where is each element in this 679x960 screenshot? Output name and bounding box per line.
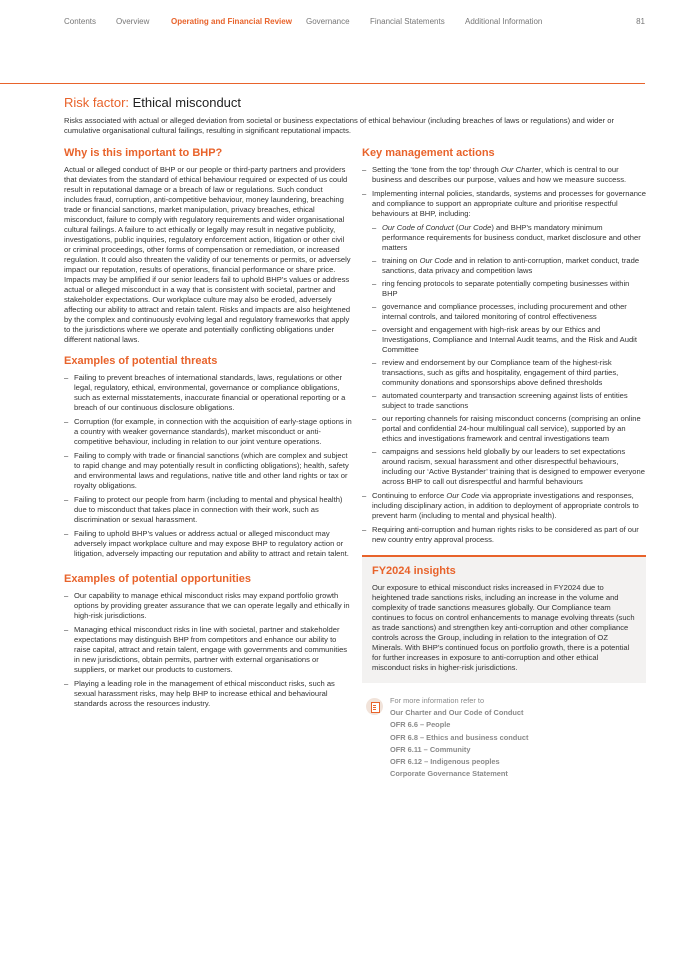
list-item: – Playing a leading role in the management of ethical misconduct risks, such as sexual harassment risks, may help BHP to increase ethical and behavioural standards across the resources industry. bbox=[64, 679, 352, 709]
insights-body: Our exposure to ethical misconduct risks increased in FY2024 due to heightened trade sanctions risks, including an increase in the volume and complexity of trade sanctions measures globally. Our Compliance team continues to focus on control enhancements to manage evolving threats (such as trade sanctions) and strengthen key anti-corruption and other compliance controls across the Group, including in relation to the integration of OZ Minerals. With BHP’s continued focus on portfolio growth, there is a potential for further increases in exposure to anti-corruption and other ethical misconduct risks in higher-risk jurisdictions. bbox=[372, 583, 635, 672]
title-prefix: Risk factor: bbox=[64, 95, 130, 110]
list-item: – training on Our Code and in relation to anti-corruption, market conduct, trade sanctions, data privacy and competition laws bbox=[372, 256, 646, 276]
insights-panel bbox=[362, 555, 646, 683]
link-ofr-6-6[interactable]: OFR 6.6 – People bbox=[390, 720, 451, 730]
list-item: – Failing to protect our people from harm (including to mental and physical health) due to misconduct that takes place in connection with their work, such as discrimination or sexual harassment. bbox=[64, 495, 352, 525]
list-item: – Setting the ‘tone from the top’ through Our Charter, which is central to our business and describes our purpose, values and how we measure success. bbox=[362, 165, 646, 185]
charter-link: Our Charter bbox=[500, 165, 541, 174]
list-item: – campaigns and sessions held globally by our leaders to set expectations around racism, sexual harassment and other disrespectful behaviours, including our ‘Active Bystander’ training that is designed to empower everyone across BHP to call out disrespectful and harmful behaviours bbox=[372, 447, 646, 487]
page-number: 81 bbox=[636, 17, 645, 26]
list-item: – ring fencing protocols to separate potentially competing businesses within BHP bbox=[372, 279, 646, 299]
actions-sublist bbox=[372, 223, 646, 487]
right-column bbox=[362, 147, 646, 781]
nav-overview[interactable]: Overview bbox=[116, 17, 150, 26]
nav-financial-statements[interactable]: Financial Statements bbox=[370, 17, 445, 26]
document-icon bbox=[366, 698, 383, 715]
link-ofr-6-12[interactable]: OFR 6.12 – Indigenous peoples bbox=[390, 757, 500, 767]
list-item: – Failing to uphold BHP’s values or address actual or alleged misconduct may adversely impact workplace culture and may expose BHP to regulatory action or litigation, adversely impacting our reputation and ability to attract and retain talent. bbox=[64, 529, 352, 559]
actions-list bbox=[362, 165, 646, 545]
opportunities-heading: Examples of potential opportunities bbox=[64, 573, 252, 585]
link-ofr-6-11[interactable]: OFR 6.11 – Community bbox=[390, 744, 471, 754]
list-item: – Continuing to enforce Our Code via appropriate investigations and responses, including disciplinary action, in addition to deployment of appropriate controls to prevent harm (including to mental and physical health). bbox=[362, 491, 646, 521]
header-rule bbox=[0, 83, 645, 84]
more-information bbox=[362, 695, 646, 781]
title-main: Ethical misconduct bbox=[132, 95, 242, 110]
link-charter-code[interactable]: Our Charter and Our Code of Conduct bbox=[390, 708, 524, 717]
list-item: – Managing ethical misconduct risks in line with societal, partner and stakeholder expectations may distinguish BHP from competitors and enhance our ability to raise capital, attract and retain talent, engage with governments and communities in new jurisdictions, obtain permits, partner with external organisations or suppliers, or market our products to customers. bbox=[64, 625, 352, 675]
list-item: – automated counterparty and transaction screening against lists of entities subject to trade sanctions bbox=[372, 391, 646, 411]
list-item: – Failing to comply with trade or financial sanctions (which are complex and subject to rapid change and may potentially result in conflicting obligations); health, safety and environmental laws and regulations, native title and other land rights or tax or royalty obligations. bbox=[64, 451, 352, 491]
link-corporate-governance[interactable]: Corporate Governance Statement bbox=[390, 769, 508, 779]
more-info-lead: For more information refer to bbox=[390, 696, 485, 705]
list-item: – Our Code of Conduct (Our Code) and BHP’s mandatory minimum performance requirements for business conduct, market disclosure and other matters bbox=[372, 223, 646, 253]
list-item: – our reporting channels for raising misconduct concerns (comprising an online portal and confidential 24-hour multilingual call service), supported by an ethics and investigations framework and central investigations team bbox=[372, 414, 646, 444]
nav-governance[interactable]: Governance bbox=[306, 17, 350, 26]
nav-additional-information[interactable]: Additional Information bbox=[465, 17, 543, 26]
nav-operating-financial-review[interactable]: Operating and Financial Review bbox=[171, 17, 292, 26]
nav-contents[interactable]: Contents bbox=[64, 17, 97, 26]
why-body: Actual or alleged conduct of BHP or our people or third-party partners and providers that deviates from the standard of ethical behaviour required or expected of us could result in reputational damage or a breach of law or regulations. Such conduct includes fraud, corruption, anti-competitive behaviour, money laundering, breaching trade or financial sanctions, market manipulation, privacy breaches, ethical misconduct, failure to comply with regulatory requirements and wider organisational cultural failings. A failure to act ethically or legally may result in negative publicity, investigations, public inquiries, regulatory enforcement action, litigation or other civil or criminal proceedings, other forms of compensation or remediation, or increased regulation. It could also threaten the validity of our tenements or permits, or adversely impact our reputation, results of operations, financial performance or share price. Impacts may be amplified if our senior leaders fail to uphold BHP’s values or address actual or alleged misconduct in a way that is consistent with societal, partner and stakeholder expectations. Our workplace culture may also be eroded, adversely affecting our ability to attract and retain talent. Risks and impacts are also heightened by the complex and continuously evolving legal and regulatory frameworks that apply to the jurisdictions where we operate and potentially conflicting obligations under different national laws. bbox=[64, 165, 351, 344]
top-navigation bbox=[64, 17, 645, 29]
list-item: – Failing to prevent breaches of international standards, laws, regulations or other legal, regulatory, ethical, environmental, governance or compliance obligations, such as external misstatements, inaccurate financial or operational reporting or a breach of our continuous disclosure obligations. bbox=[64, 373, 352, 413]
why-heading: Why is this important to BHP? bbox=[64, 147, 223, 159]
list-item: – oversight and engagement with high-risk areas by our Ethics and Investigations, Compliance and Internal Audit teams, and the Risk and Audit Committee bbox=[372, 325, 646, 355]
list-item: – governance and compliance processes, including procurement and other internal controls, and tailored monitoring of control effectiveness bbox=[372, 302, 646, 322]
list-item: – Implementing internal policies, standards, systems and processes for governance and compliance to support an appropriate culture and prioritise respectful behaviours at BHP, including: – Our Code of Conduct (Our Code) and BHP’s mandatory minimum performance requirements for business conduct, market disclosure and other matters – training on Our Code and in relation to anti-corruption, market conduct, trade sanctions, data privacy and competition laws – ring fencing protocols to separate potentially competing businesses within BHP – governance and compliance processes, including procurement and other internal controls, and tailored monitoring of control effectiveness – oversight and engagement with high-risk areas by our Ethics and Investigations, Compliance and Internal Audit teams, and the Risk and Audit Committee – review and endorsement by our Compliance team of the highest-risk transactions, such as gifts and hospitality, engagement of third parties, community donations and sponsorships above defined thresholds – automated counterparty and transaction screening against lists of entities subject to trade sanctions – our reporting channels for raising misconduct concerns (comprising an online portal and confidential 24-hour multilingual call service), supported by an ethics and investigations framework and central investigations team – campaigns and sessions held globally by our leaders to set expectations around racism, sexual harassment and other disrespectful behaviours, including our ‘Active Bystander’ training that is designed to empower everyone across BHP to call out disrespectful and harmful behaviours bbox=[362, 189, 646, 487]
list-item: – Corruption (for example, in connection with the acquisition of early-stage options in a country with weaker governance standards), market misconduct or anti-competitive behaviour, including in relation to our joint venture operations. bbox=[64, 417, 352, 447]
threats-heading: Examples of potential threats bbox=[64, 355, 218, 367]
list-item: – Our capability to manage ethical misconduct risks may expand portfolio growth options by providing greater assurance that we can operate legally and ethically in high-risk jurisdictions. bbox=[64, 591, 352, 621]
link-ofr-6-8[interactable]: OFR 6.8 – Ethics and business conduct bbox=[390, 732, 529, 742]
insights-heading: FY2024 insights bbox=[372, 565, 456, 577]
actions-heading: Key management actions bbox=[362, 147, 495, 159]
intro-text: Risks associated with actual or alleged deviation from societal or business expectations of ethical behaviour (including breaches of laws or regulations) and wider or cumulative organisational cultural failings, resulting in significant reputational impacts. bbox=[64, 116, 614, 135]
page-title bbox=[64, 95, 241, 110]
opportunities-list bbox=[64, 591, 352, 709]
list-item: – review and endorsement by our Compliance team of the highest-risk transactions, such as gifts and hospitality, engagement of third parties, community donations and sponsorships above defined thresholds bbox=[372, 358, 646, 388]
threats-list bbox=[64, 373, 352, 559]
left-column bbox=[64, 147, 352, 713]
list-item: – Requiring anti-corruption and human rights risks to be considered as part of our new country entry approval process. bbox=[362, 525, 646, 545]
